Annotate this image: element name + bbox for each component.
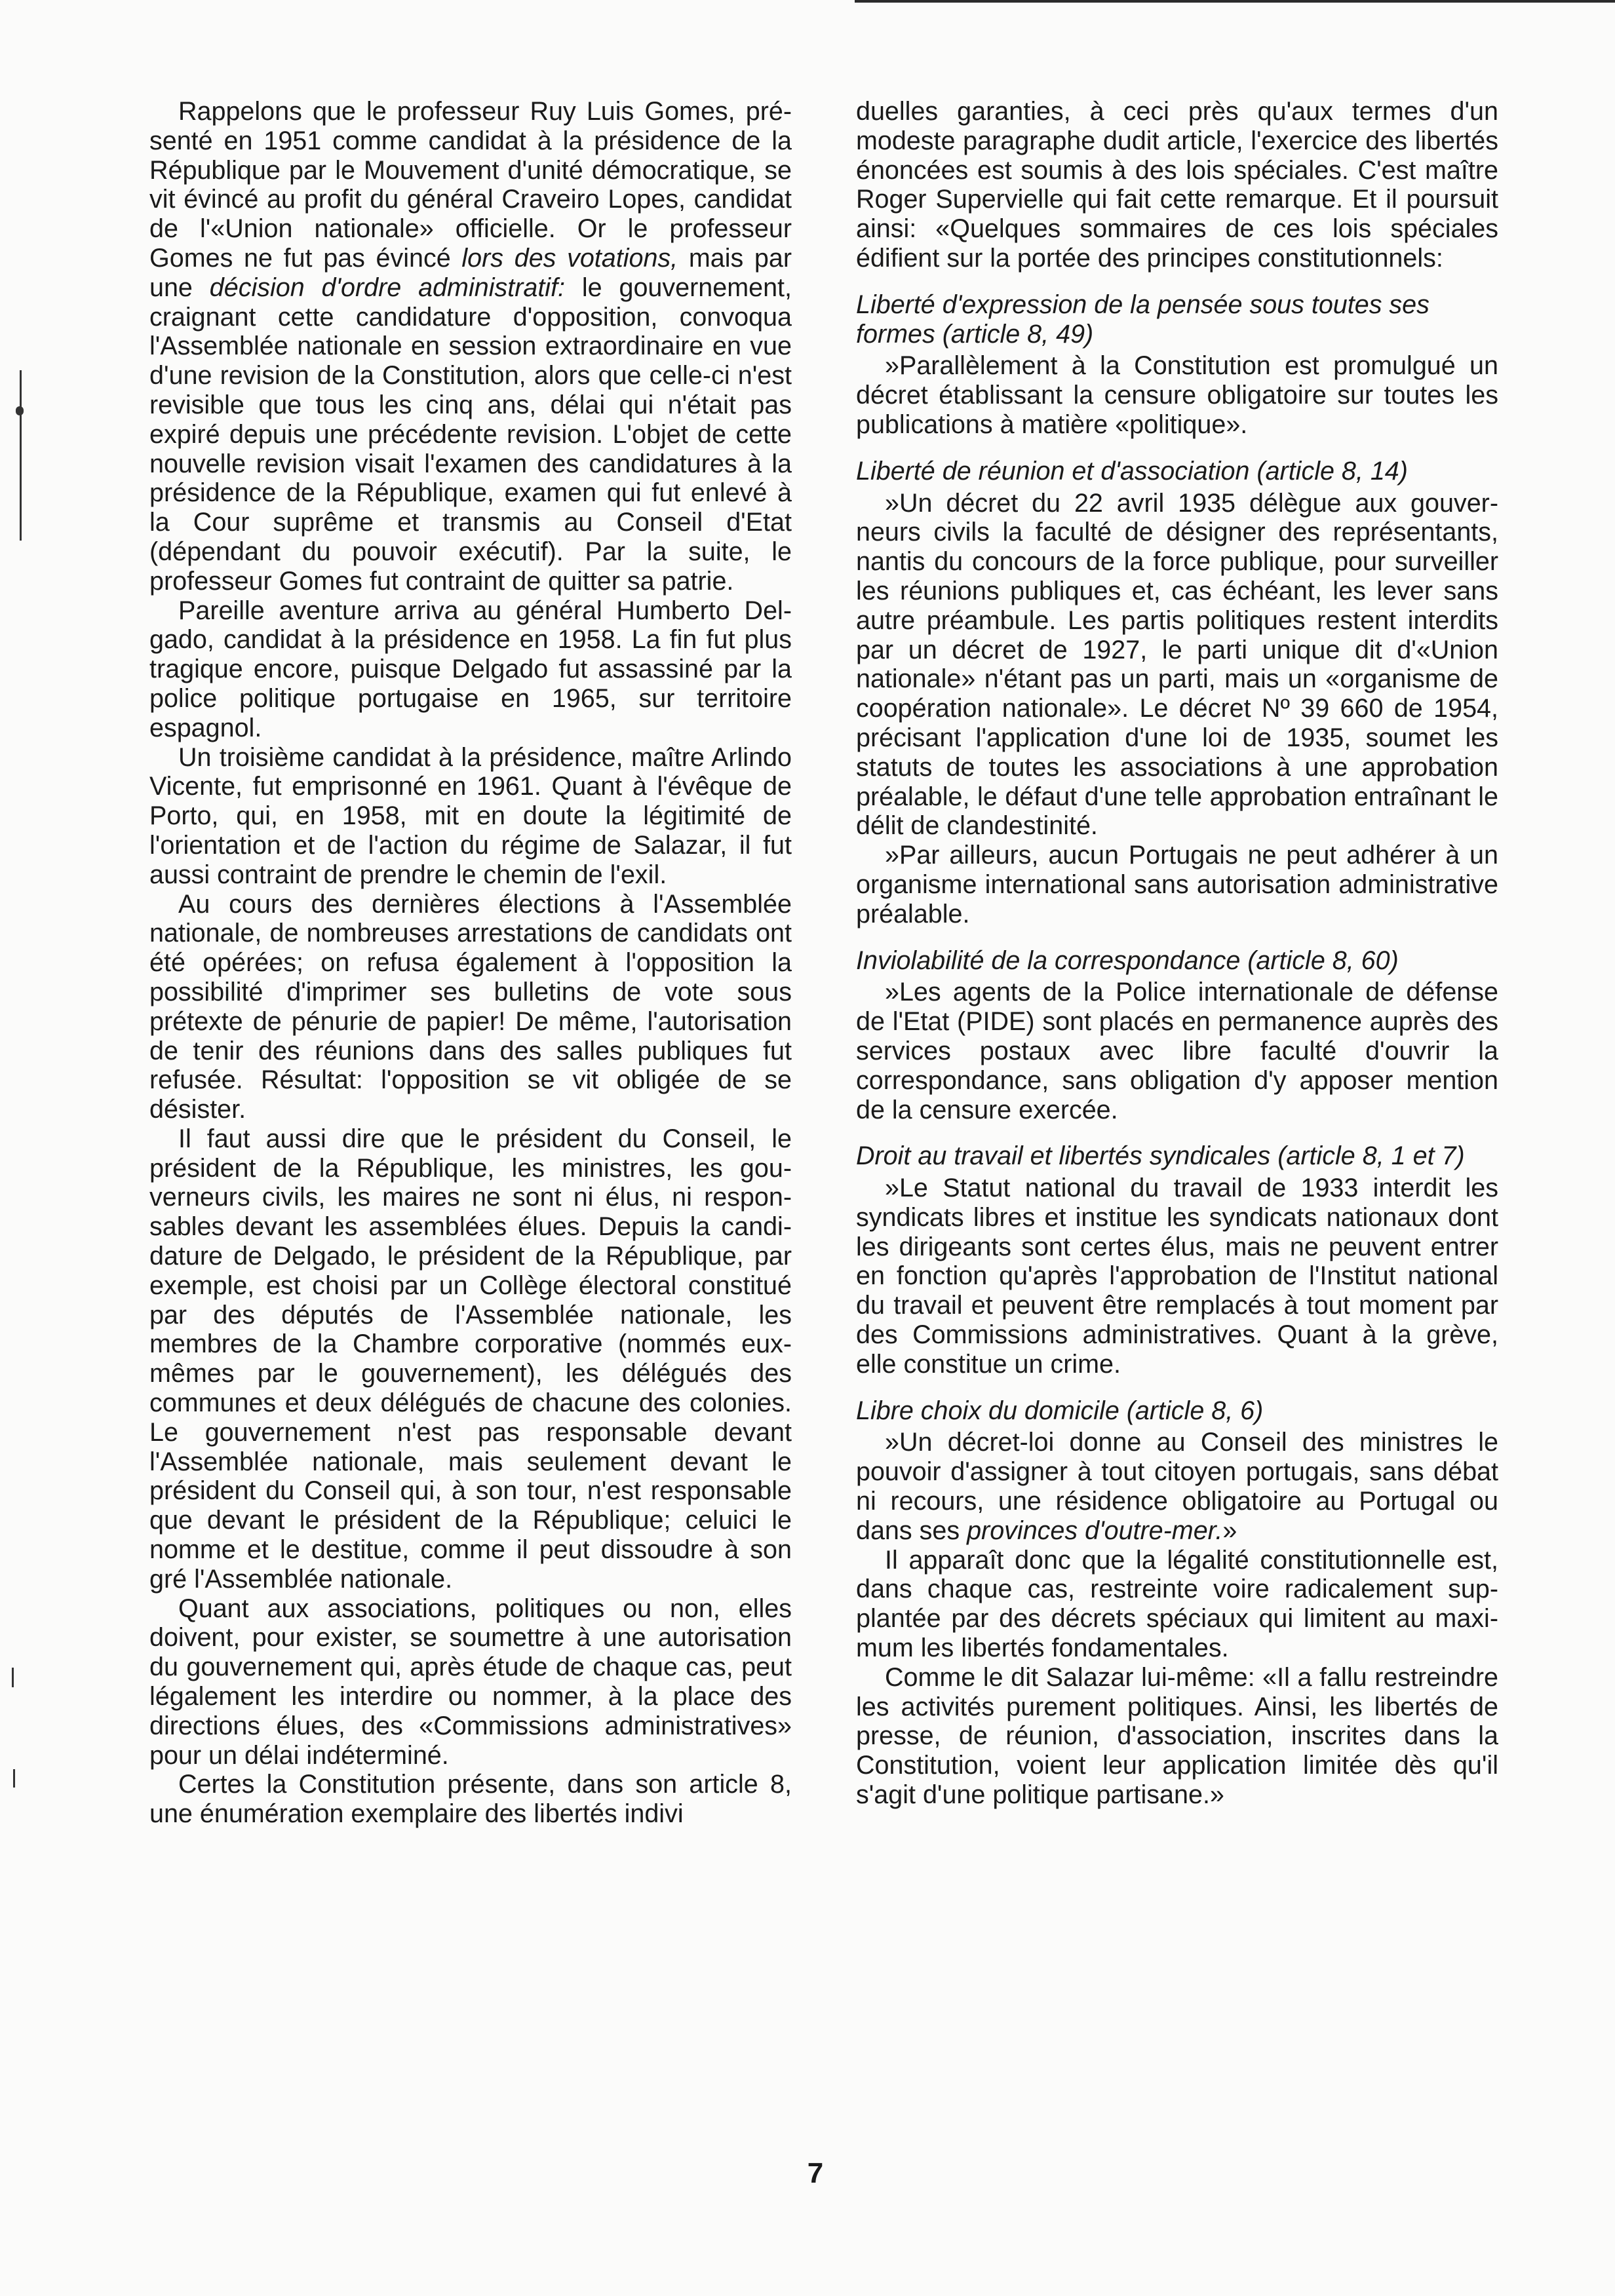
- section-heading: Inviolabilité de la correspondance (article 8, 60): [856, 946, 1399, 975]
- paragraph: »Parallèlement à la Constitution est promulgué un décret établissant la censure obligatoire sur toutes les publications à matière «politique».: [856, 351, 1498, 439]
- paragraph: duelles garanties, à ceci près qu'aux termes d'un modeste paragraphe dudit article, l'exercice des libertés énoncées est soumis à des lois spéciales. C'est maître Roger Supervielle qui fait cette remarque. Et il poursuit ainsi: «Quelques sommaires de ces lois spéciales édifient sur la portée des principes constitutionnels:: [856, 97, 1498, 273]
- paragraph: »Les agents de la Police internationale de défense de l'Etat (PIDE) sont placés en permanence auprès des services postaux avec libre faculté d'ouvrir la correspondance, sans obligation d'y apposer mention de la censure exercée.: [856, 978, 1498, 1124]
- left-column: [149, 97, 792, 1829]
- section-heading: Droit au travail et libertés syndicales (article 8, 1 et 7): [856, 1141, 1465, 1171]
- paragraph: »Un décret du 22 avril 1935 délègue aux gouverneurs civils la faculté de désigner des représentants, nantis du concours de la force publique, pour surveiller les réunions publiques et, cas échéant, les lever sans autre préambule. Les partis politiques restent interdits par un décret de 1927, le parti unique dit d'«Union nationale» n'étant pas un parti, mais un «organisme de coopération nationale». Le décret Nº 39 660 de 1954, précisant l'application d'une loi de 1935, soumet les statuts de toutes les associations à une approbation préalable, le défaut d'une telle approbation entraînant le délit de clandestinité.: [856, 488, 1498, 841]
- section-heading: Liberté de réunion et d'association (article 8, 14): [856, 456, 1408, 486]
- margin-mark: [20, 370, 22, 541]
- paragraph: Certes la Constitution présente, dans son article 8, une énumération exemplaire des libertés indivi: [149, 1770, 792, 1829]
- paragraph: Un troisième candidat à la présidence, maître Arlindo Vicente, fut emprisonné en 1961. Quant à l'évêque de Porto, qui, en 1958, mit en doute la légitimité de l'orientation et de l'action du régime de Salazar, il fut aussi contraint de prendre le chemin de l'exil.: [149, 742, 792, 889]
- paragraph: Comme le dit Salazar lui-même: «Il a fallu restreindre les activités purement politiques. Ainsi, les libertés de presse, de réunion, d'association, inscrites dans la Constitution, voient leur application limitée dès qu'il s'agit d'une politique partisane.»: [856, 1662, 1498, 1810]
- paragraph: Il faut aussi dire que le président du Conseil, le président de la République, les ministres, les gouverneurs civils, les maires ne sont ni élus, ni responsables devant les assemblées élues. Depuis la candidature de Delgado, le président de la République, par exemple, est choisi par un Collège électoral constitué par des députés de l'Assemblée nationale, les membres de la Chambre corporative (nommés eux-mêmes par le gouvernement), les délégués des communes et deux délégués de chacune des colonies. Le gouvernement n'est pas responsable devant l'Assemblée nationale, mais seulement devant le président du Conseil qui, à son tour, n'est responsable que devant le président de la République; celuici le nomme et le destitue, comme il peut dissoudre à son gré l'Assemblée nationale.: [149, 1124, 792, 1594]
- top-rule: [855, 0, 1615, 3]
- paragraph: Il apparaît donc que la légalité constitutionnelle est, dans chaque cas, restreinte voire radicalement supplantée par des décrets spéciaux qui limitent au maximum les libertés fondamentales.: [856, 1545, 1498, 1663]
- margin-mark: [13, 1769, 15, 1788]
- margin-mark: [12, 1668, 14, 1687]
- section-heading: Liberté d'expression de la pensée sous toutes ses formes (article 8, 49): [856, 290, 1430, 349]
- paragraph: Quant aux associations, politiques ou non, elles doivent, pour exister, se soumettre à une autorisation du gouvernement qui, après étude de chaque cas, peut légalement les interdire ou nommer, à la place des directions élues, des «Commissions administratives» pour un délai indéterminé.: [149, 1594, 792, 1770]
- right-column: [856, 97, 1498, 1810]
- paragraph: »Le Statut national du travail de 1933 interdit les syndicats libres et institue les syndicats nationaux dont les dirigeants sont certes élus, mais ne peuvent entrer en fonction qu'après l'approbation de l'Institut national du travail et peuvent être remplacés à tout moment par des Commissions administratives. Quant à la grève, elle constitue un crime.: [856, 1174, 1498, 1379]
- paragraph: Au cours des dernières élections à l'Assemblée nationale, de nombreuses arrestations de candidats ont été opérées; on refusa également à l'opposition la possibilité d'imprimer ses bulletins de vote sous prétexte de pénurie de papier! De même, l'autorisation de tenir des réunions dans des salles publiques fut refusée. Résultat: l'opposition se vit obligée de se désister.: [149, 889, 792, 1124]
- paragraph: »Par ailleurs, aucun Portugais ne peut adhérer à un organisme international sans autorisation administrative préalable.: [856, 841, 1498, 928]
- margin-mark: [16, 406, 24, 415]
- section-heading: Libre choix du domicile (article 8, 6): [856, 1396, 1264, 1425]
- page-number: 7: [807, 2157, 824, 2189]
- paragraph: Rappelons que le professeur Ruy Luis Gomes, présenté en 1951 comme candidat à la présidence de la République par le Mouvement d'unité démocratique, se vit évincé au profit du général Craveiro Lopes, candidat de l'«Union nationale» officielle. Or le professeur Gomes ne fut pas évincé lors des votations, mais par une décision d'ordre administratif: le gouvernement, craignant cette candidature d'opposition, convoqua l'Assemblée nationale en session extraordinaire en vue d'une revision de la Constitution, alors que celle-ci n'est revisible que tous les cinq ans, délai qui n'était pas expiré depuis une précédente revision. L'objet de cette nouvelle revision visait l'examen des candidatures à la présidence de la République, examen qui fut enlevé à la Cour suprême et transmis au Conseil d'Etat (dépendant du pouvoir exécutif). Par la suite, le professeur Gomes fut contraint de quitter sa patrie.: [149, 97, 792, 596]
- paragraph: Pareille aventure arriva au général Humberto Delgado, candidat à la présidence en 1958. La fin fut plus tragique encore, puisque Delgado fut assassiné par la police politique portugaise en 1965, sur territoire espagnol.: [149, 596, 792, 742]
- paragraph: »Un décret-loi donne au Conseil des ministres le pouvoir d'assigner à tout citoyen portugais, sans débat ni recours, une résidence obligatoire au Portugal ou dans ses provinces d'outre-mer.»: [856, 1428, 1498, 1545]
